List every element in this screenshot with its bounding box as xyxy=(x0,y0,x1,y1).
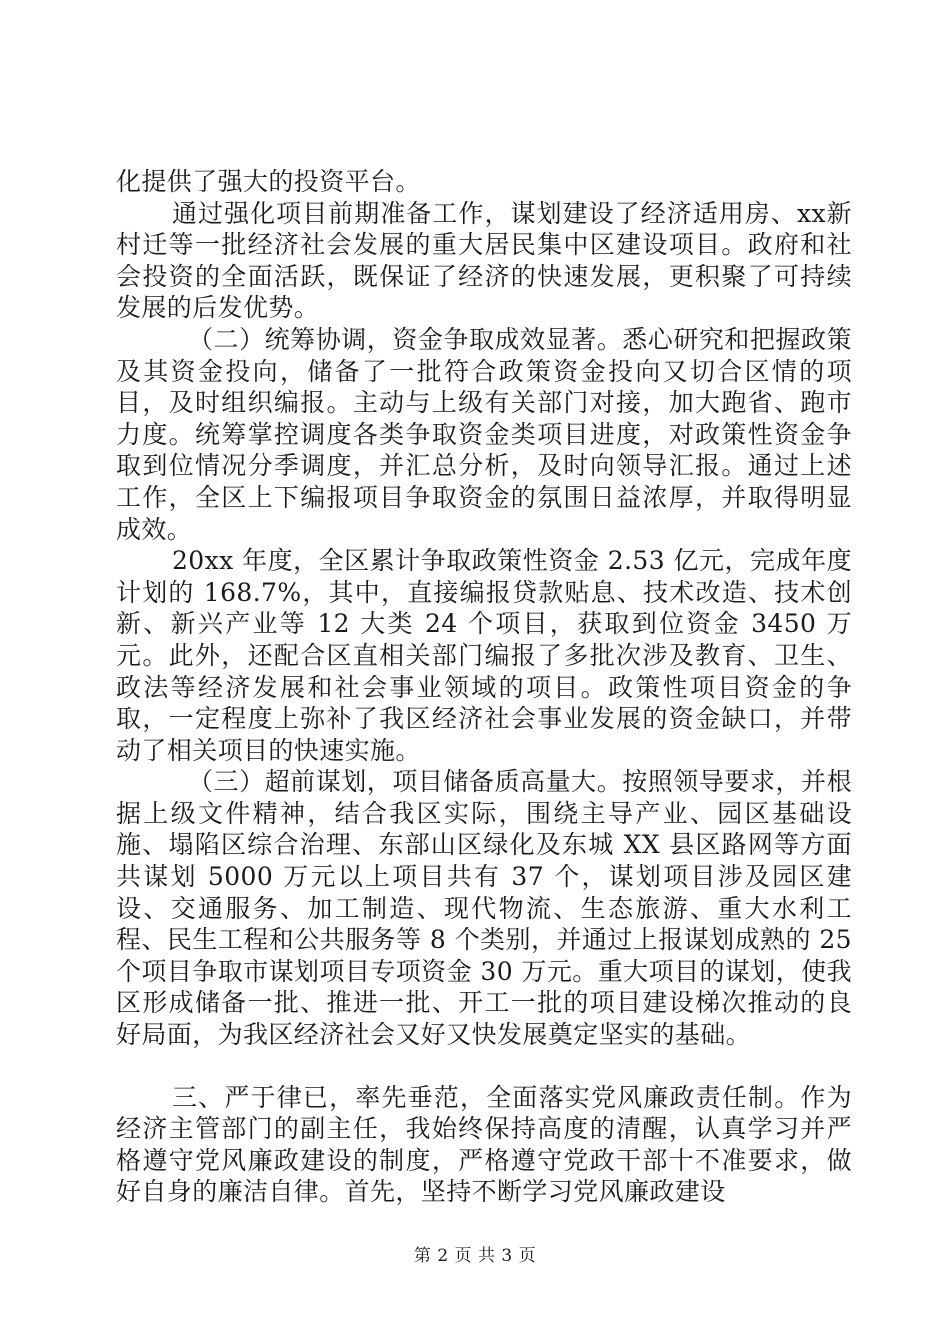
paragraph-part-three: 三、严于律已，率先垂范，全面落实党风廉政责任制。作为经济主管部门的副主任，我始终保持高度的清醒，认真学习并严格遵守党风廉政建设的制度，严格遵守党政干部十不准要求，做好自身的廉洁自律。首先，坚持不断学习党风廉政建设 xyxy=(116,1082,852,1207)
paragraph-investment: 通过强化项目前期准备工作，谋划建设了经济适用房、xx新村迁等一批经济社会发展的重大居民集中区建设项目。政府和社会投资的全面活跃，既保证了经济的快速发展，更积聚了可持续发展的后发优势。 xyxy=(116,198,852,323)
paragraph-annual-funds: 20xx 年度，全区累计争取政策性资金 2.53 亿元，完成年度计划的 168.7%，其中，直接编报贷款贴息、技术改造、技术创新、新兴产业等 12 大类 24 个项目，获取到位资金 3450 万元。此外，还配合区直相关部门编报了多批次涉及教育、卫生、政法等经济发展和社会事业领域的项目。政策性项目资金的争取，一定程度上弥补了我区经济社会事业发展的资金缺口，并带动了相关项目的快速实施。 xyxy=(116,546,852,765)
paragraph-section-3: （三）超前谋划，项目储备质高量大。按照领导要求，并根据上级文件精神，结合我区实际，围绕主导产业、园区基础设施、塌陷区综合治理、东部山区绿化及东城 XX 县区路网等方面共谋划 5000 万元以上项目共有 37 个，谋划项目涉及园区建设、交通服务、加工制造、现代物流、生态旅游、重大水利工程、民生工程和公共服务等 8 个类别，并通过上报谋划成熟的 25 个项目争取市谋划项目专项资金 30 万元。重大项目的谋划，使我区形成储备一批、推进一批、开工一批的项目建设梯次推动的良好局面，为我区经济社会又好又快发展奠定坚实的基础。 xyxy=(116,767,852,1050)
document-body xyxy=(116,166,852,1208)
page-footer: 第 2 页 共 3 页 xyxy=(413,1246,537,1266)
paragraph-section-2: （二）统筹协调，资金争取成效显著。悉心研究和把握政策及其资金投向，储备了一批符合政策资金投向又切合区情的项目，及时组织编报。主动与上级有关部门对接，加大跑省、跑市力度。统筹掌控调度各类争取资金类项目进度，对政策性资金争取到位情况分季调度，并汇总分析，及时向领导汇报。通过上述工作，全区上下编报项目争取资金的氛围日益浓厚，并取得明显成效。 xyxy=(116,324,852,544)
paragraph-continuation: 化提供了强大的投资平台。 xyxy=(116,167,421,196)
